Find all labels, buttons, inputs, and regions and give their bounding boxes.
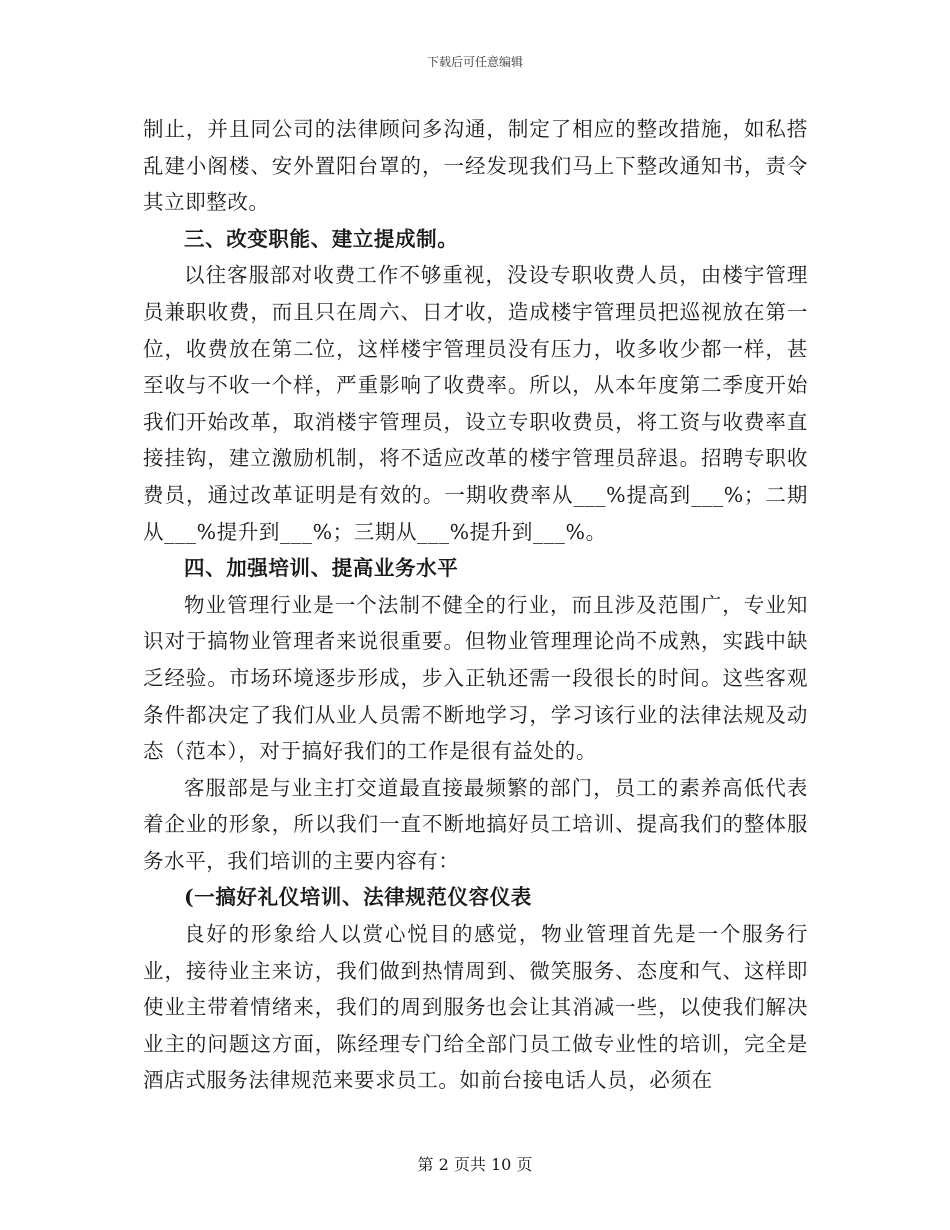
paragraph-training-intro: 客服部是与业主打交道最直接最频繁的部门，员工的素养高低代表着企业的形象，所以我们一直不断地搞好员工培训、提高我们的整体服务水平，我们培训的主要内容有： [143,775,808,873]
paragraph-etiquette: 良好的形象给人以赏心悦目的感觉，物业管理首先是一个服务行业，接待业主来访，我们做到热情周到、微笑服务、态度和气、这样即使业主带着情绪来，我们的周到服务也会让其消减一些，以使我们解决业主的问题这方面，陈经理专门给全部门员工做专业性的培训，完全是酒店式服务法律规范来要求员工。如前台接电话人员，必须在 [143,922,808,1093]
page-footer: 第 2 页共 10 页 [417,1155,533,1174]
section-heading-4: 四、加强培训、提高业务水平 [184,556,459,581]
paragraph-fee-reform: 以往客服部对收费工作不够重视，没设专职收费人员，由楼宇管理员兼职收费，而且只在周六、日才收，造成楼宇管理员把巡视放在第一位，收费放在第二位，这样楼宇管理员没有压力，收多收少都一样，甚至收与不收一个样，严重影响了收费率。所以，从本年度第二季度开始我们开始改革，取消楼宇管理员，设立专职收费员，将工资与收费率直接挂钩，建立激励机制，将不适应改革的楼宇管理员辞退。招聘专职收费员，通过改革证明是有效的。一期收费率从___%提高到___%；二期从___%提升到___%；三期从___%提升到___%。 [143,263,808,544]
page-header: 下载后可任意编辑 [426,55,523,69]
document-body [143,111,808,1099]
paragraph-continued: 制止，并且同公司的法律顾问多沟通，制定了相应的整改措施，如私搭乱建小阁楼、安外置阳台罩的，一经发现我们马上下整改通知书，责令其立即整改。 [143,117,808,215]
section-heading-3: 三、改变职能、建立提成制。 [184,226,459,251]
subsection-heading-1: (一搞好礼仪培训、法律规范仪容仪表 [184,885,532,910]
paragraph-industry-knowledge: 物业管理行业是一个法制不健全的行业，而且涉及范围广，专业知识对于搞物业管理者来说很重要。但物业管理理论尚不成熟，实践中缺乏经验。市场环境逐步形成，步入正轨还需一段很长的时间。这些客观条件都决定了我们从业人员需不断地学习，学习该行业的法律法规及动态（范本），对于搞好我们的工作是很有益处的。 [143,592,808,764]
